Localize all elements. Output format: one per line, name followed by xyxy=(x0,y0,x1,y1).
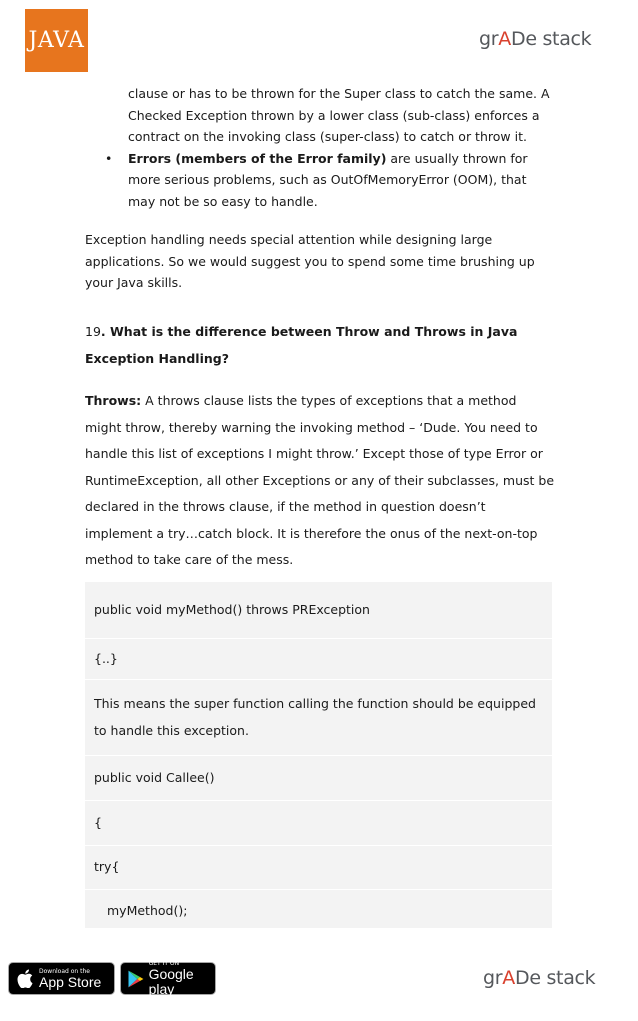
brand-accent: A xyxy=(502,967,515,989)
google-play-badge[interactable] xyxy=(120,962,216,995)
code-row xyxy=(85,582,552,639)
app-store-badge[interactable] xyxy=(8,962,115,995)
code-row xyxy=(85,801,552,846)
exception-handling-paragraph: Exception handling needs special attention while designing large applications. So we would suggest you to spend some time brushing up your Java skills. xyxy=(85,232,535,290)
google-play-big: Google play xyxy=(148,966,194,997)
apple-icon xyxy=(14,969,36,988)
errors-text: are usually thrown for more serious problems, such as OutOfMemoryError (OOM), that may not be so easy to handle. xyxy=(128,150,528,209)
code-line: public void Callee() xyxy=(94,769,215,785)
question-heading xyxy=(85,319,555,372)
code-row xyxy=(85,639,552,680)
code-line: public void myMethod() throws PRException xyxy=(94,601,370,617)
code-line: try{ xyxy=(94,859,120,875)
brand-suffix: De stack xyxy=(514,967,596,989)
app-store-text xyxy=(39,968,101,990)
code-line: This means the super function calling the function should be equipped to handle this exception. xyxy=(94,696,536,738)
brand-prefix: gr xyxy=(483,967,503,989)
app-store-small: Download on the xyxy=(39,967,90,975)
java-logo xyxy=(25,9,88,72)
throws-paragraph xyxy=(85,388,555,574)
gradestack-footer-logo[interactable] xyxy=(483,967,595,989)
google-play-icon xyxy=(126,970,146,988)
code-line: {..} xyxy=(94,650,118,666)
code-row xyxy=(85,680,552,756)
java-logo-text: JAVA xyxy=(28,28,85,53)
brand-accent: A xyxy=(498,28,511,50)
code-row xyxy=(85,846,552,890)
google-play-small: GET IT ON xyxy=(148,960,180,967)
throws-label: Throws: xyxy=(85,393,142,408)
question-title: . What is the difference between Throw and Throws in Java Exception Handling? xyxy=(85,324,518,366)
throws-text: A throws clause lists the types of exceptions that a method might throw, thereby warning the invoking method – ‘Dude. You need to handle this list of exceptions I might throw.’ Except those of type Error or RuntimeException, all other Exceptions or any of their subclasses, must be declared in the throws clause, if the method in question doesn’t implement a try…catch block. It is therefore the onus of the next-on-top method to take care of the mess. xyxy=(85,393,555,567)
bullet-continuation: clause or has to be thrown for the Super class to catch the same. A Checked Exception thrown by a lower class (sub-class) enforces a contract on the invoking class (super-class) to catch or throw it. xyxy=(128,86,550,144)
errors-bold-label: Errors (members of the Error family) xyxy=(128,150,387,166)
app-store-big: App Store xyxy=(39,973,102,990)
gradestack-logo[interactable] xyxy=(479,28,591,50)
code-line: myMethod(); xyxy=(107,903,188,919)
code-row xyxy=(85,756,552,801)
brand-prefix: gr xyxy=(479,28,499,50)
code-example xyxy=(85,582,552,928)
question-number: 19 xyxy=(85,324,101,339)
bullet-dot: • xyxy=(105,150,113,166)
bullet-errors xyxy=(85,148,555,213)
code-row xyxy=(85,890,552,933)
bullet-list xyxy=(85,83,555,212)
brand-suffix: De stack xyxy=(510,28,592,50)
code-line: { xyxy=(94,814,102,830)
google-play-text xyxy=(149,960,215,997)
